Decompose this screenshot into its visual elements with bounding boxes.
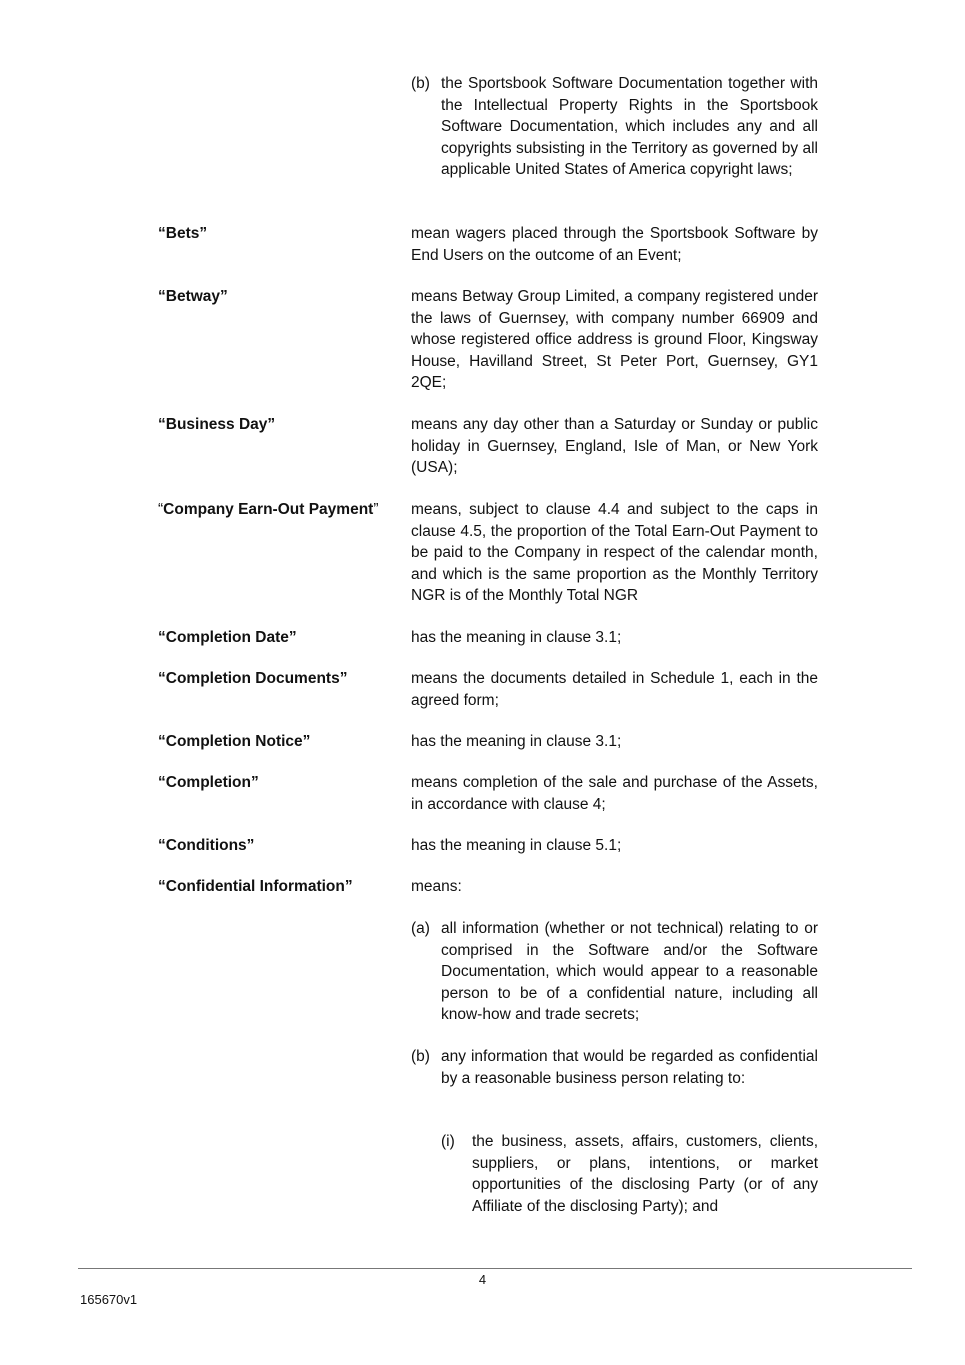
item-text: any information that would be regarded as confidential by a reasonable business person relating to:	[441, 1048, 818, 1087]
definition-term: “Bets”	[158, 225, 208, 242]
definition-term: “Betway”	[158, 288, 228, 305]
definition-text: means the documents detailed in Schedule 1, each in the agreed form;	[411, 670, 818, 709]
close-quote: ”	[373, 501, 379, 518]
open-quote: “	[158, 501, 164, 518]
page-number: 4	[478, 1272, 487, 1287]
definition-term: “Completion Date”	[158, 629, 297, 646]
definition-text: mean wagers placed through the Sportsbook Software by End Users on the outcome of an Event;	[411, 225, 818, 264]
footer-divider	[78, 1268, 912, 1269]
confidential-subitem-i	[441, 1131, 818, 1217]
definition-term: “Confidential Information”	[158, 878, 353, 895]
definition-text: means, subject to clause 4.4 and subject to the caps in clause 4.5, the proportion of the Total Earn-Out Payment to be paid to the Company in respect of the calendar month, and which is the same proportion as the Monthly Territory NGR is of the Monthly Total NGR	[411, 501, 818, 605]
definition-term: “Completion Notice”	[158, 733, 311, 750]
definition-subitem-b-top	[411, 73, 818, 181]
definition-text: means any day other than a Saturday or Sunday or public holiday in Guernsey, England, Isle of Man, or New York (USA);	[411, 416, 818, 477]
definition-text: has the meaning in clause 3.1;	[411, 629, 622, 646]
definition-term: “Conditions”	[158, 837, 255, 854]
confidential-item-a	[411, 918, 818, 1026]
item-marker: (a)	[411, 920, 430, 937]
term-label: Company Earn-Out Payment	[163, 501, 374, 518]
definition-text: means:	[411, 878, 462, 895]
definition-term: “Completion Documents”	[158, 670, 348, 687]
definition-term: “Business Day”	[158, 416, 276, 433]
item-text: the business, assets, affairs, customers, clients, suppliers, or plans, intentions, or market opportunities of the disclosing Party (or of any Affiliate of the disclosing Party); and	[472, 1133, 818, 1215]
item-text: all information (whether or not technical) relating to or comprised in the Software and/or the Software Documentation, which would appear to a reasonable person to be of a confidential nature, including all know-how and trade secrets;	[441, 920, 818, 1024]
item-marker: (i)	[441, 1133, 455, 1150]
definition-term: “Completion”	[158, 774, 259, 791]
confidential-item-b	[411, 1046, 818, 1089]
definition-term	[158, 499, 403, 521]
item-marker: (b)	[411, 1048, 430, 1065]
item-text: the Sportsbook Software Documentation together with the Intellectual Property Rights in the Sportsbook Software Documentation, which includes any and all copyrights subsisting in the Territory as governed by all applicable United States of America copyright laws;	[441, 75, 818, 179]
definition-text: means completion of the sale and purchase of the Assets, in accordance with clause 4;	[411, 774, 818, 813]
definition-text: has the meaning in clause 5.1;	[411, 837, 622, 854]
document-reference: 165670v1	[80, 1292, 138, 1307]
definition-text: has the meaning in clause 3.1;	[411, 733, 622, 750]
definition-text: means Betway Group Limited, a company registered under the laws of Guernsey, with company number 66909 and whose registered office address is ground Floor, Kingsway House, Havilland Street, St Peter Port, Guernsey, GY1 2QE;	[411, 288, 818, 392]
item-marker: (b)	[411, 75, 430, 92]
